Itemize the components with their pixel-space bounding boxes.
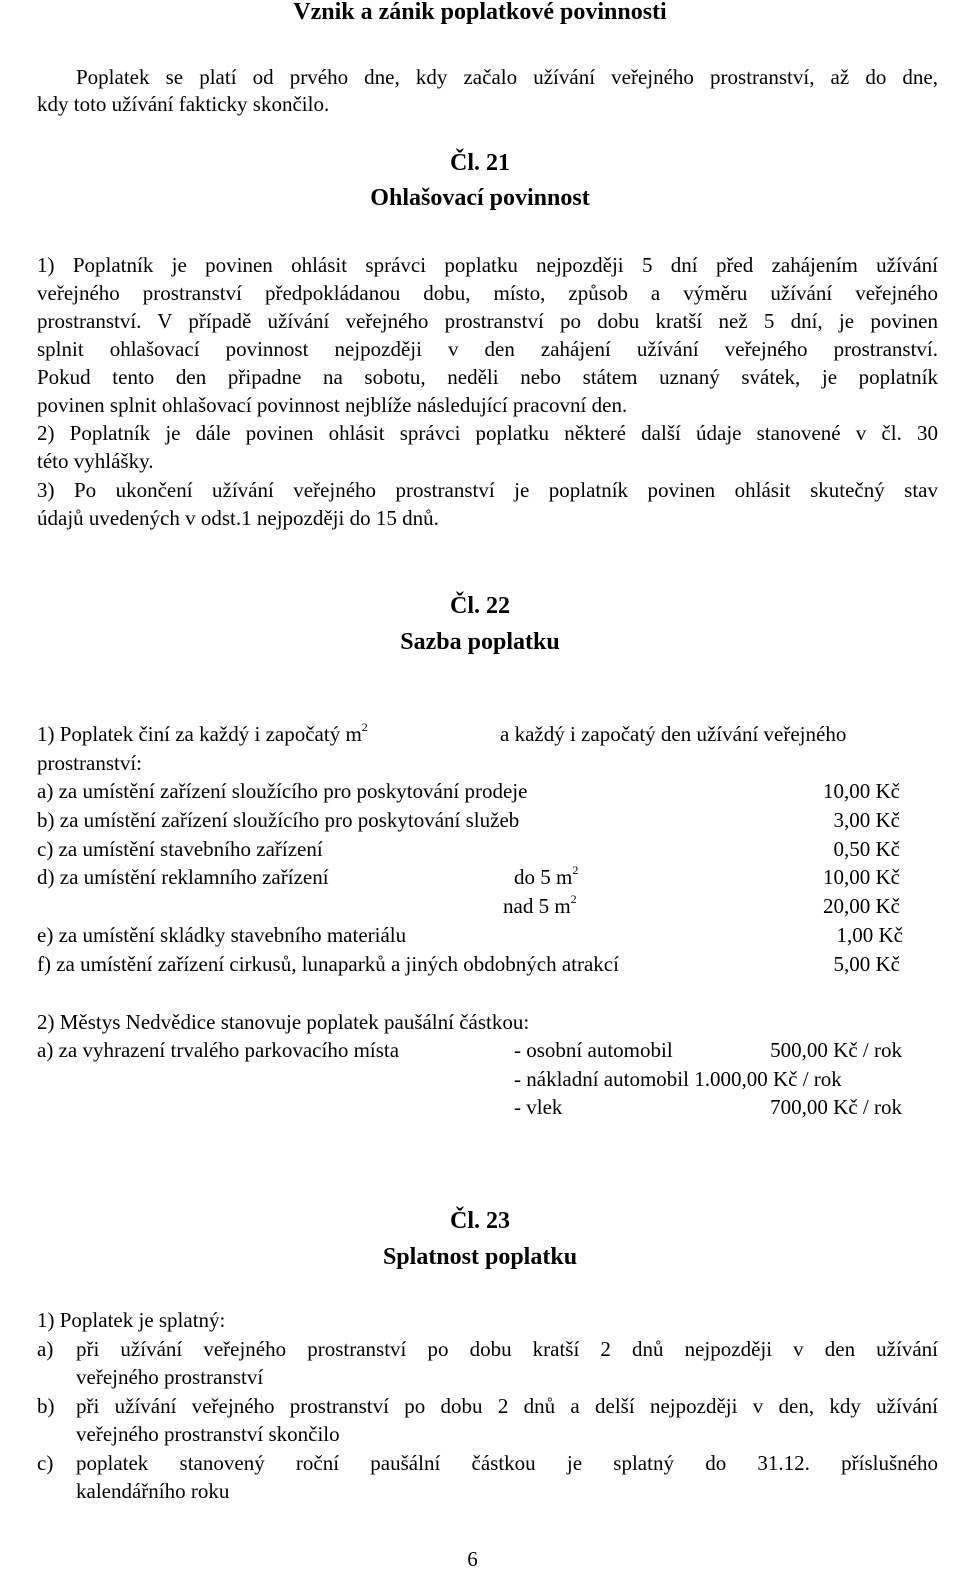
paragraph-line: Pokud tento den připadne na sobotu, neděli nebo státem uznaný svátek, je poplatník xyxy=(37,365,938,389)
parking-price: 500,00 Kč / rok xyxy=(770,1038,902,1062)
list-item-line: při užívání veřejného prostranství po dobu 2 dnů a delší nejpozději v den, kdy užívání xyxy=(76,1394,938,1418)
parking-type: - nákladní automobil 1.000,00 Kč / rok xyxy=(514,1067,842,1091)
paragraph-line: údajů uvedených v odst.1 nejpozději do 15 dnů. xyxy=(37,506,439,530)
article-title: Sazba poplatku xyxy=(400,629,560,655)
paragraph-line: veřejného prostranství předpokládanou dobu, místo, způsob a výměru užívání veřejného xyxy=(37,281,938,305)
article-title: Splatnost poplatku xyxy=(382,1244,578,1270)
rate-label: a) za umístění zařízení sloužícího pro poskytování prodeje xyxy=(37,779,528,803)
rate-price: 20,00 Kč xyxy=(823,894,900,918)
rate-condition xyxy=(514,863,578,891)
rate-label: c) za umístění stavebního zařízení xyxy=(37,837,323,861)
parking-price: 700,00 Kč / rok xyxy=(770,1095,902,1119)
paragraph-line xyxy=(37,720,368,748)
paragraph-line: kdy toto užívání fakticky skončilo. xyxy=(37,92,330,116)
list-item-line: veřejného prostranství skončilo xyxy=(76,1422,340,1446)
rate-condition-text: nad 5 m xyxy=(503,894,571,918)
parking-label: a) za vyhrazení trvalého parkovacího místa xyxy=(37,1038,400,1062)
paragraph-line: a každý i započatý den užívání veřejného xyxy=(500,722,847,746)
paragraph-line: 2) Poplatník je dále povinen ohlásit správci poplatku některé další údaje stanovené v čl. 30 xyxy=(37,421,938,445)
rate-label: f) za umístění zařízení cirkusů, lunaparků a jiných obdobných atrakcí xyxy=(37,952,619,976)
paragraph-line: prostranství. V případě užívání veřejného prostranství po dobu kratší než 5 dní, je povinen xyxy=(37,309,938,333)
list-item-line: poplatek stanovený roční paušální částkou je splatný do 31.12. příslušného xyxy=(76,1451,938,1475)
paragraph-line: povinen splnit ohlašovací povinnost nejblíže následující pracovní den. xyxy=(37,393,628,417)
list-item-line: veřejného prostranství xyxy=(76,1365,264,1389)
rate-intro-text: 1) Poplatek činí za každý i započatý m xyxy=(37,722,362,746)
rate-price: 5,00 Kč xyxy=(833,952,900,976)
paragraph-line: Poplatek se platí od prvého dne, kdy začalo užívání veřejného prostranství, až do dne, xyxy=(76,65,938,89)
superscript: 2 xyxy=(570,892,577,906)
parking-type: - vlek xyxy=(514,1095,563,1119)
paragraph-line: této vyhlášky. xyxy=(37,449,154,473)
rate-label: d) za umístění reklamního zařízení xyxy=(37,865,329,889)
paragraph-line: 2) Městys Nedvědice stanovuje poplatek paušální částkou: xyxy=(37,1010,530,1034)
list-item-line: kalendářního roku xyxy=(76,1479,230,1503)
section-title-vznik: Vznik a zánik poplatkové povinnosti xyxy=(293,0,667,25)
rate-price: 3,00 Kč xyxy=(833,808,900,832)
list-item-line: při užívání veřejného prostranství po dobu kratší 2 dnů nejpozději v den užívání xyxy=(76,1337,938,1361)
rate-condition xyxy=(503,892,577,920)
article-title: Ohlašovací povinnost xyxy=(370,185,590,211)
rate-price: 1,00 Kč xyxy=(836,923,903,947)
rate-price: 10,00 Kč xyxy=(823,779,900,803)
rate-label: e) za umístění skládky stavebního materiálu xyxy=(37,923,407,947)
superscript: 2 xyxy=(361,720,368,734)
list-marker: b) xyxy=(37,1394,55,1418)
list-marker: a) xyxy=(37,1337,54,1361)
article-number: Čl. 22 xyxy=(450,593,510,619)
rate-label: b) za umístění zařízení sloužícího pro poskytování služeb xyxy=(37,808,520,832)
parking-type: - osobní automobil xyxy=(514,1038,673,1062)
article-number: Čl. 23 xyxy=(450,1208,510,1234)
list-marker: c) xyxy=(37,1451,54,1475)
rate-price: 10,00 Kč xyxy=(823,865,900,889)
paragraph-line: 3) Po ukončení užívání veřejného prostranství je poplatník povinen ohlásit skutečný stav xyxy=(37,478,938,502)
superscript: 2 xyxy=(572,863,579,877)
paragraph-line: splnit ohlašovací povinnost nejpozději v den zahájení užívání veřejného prostranství. xyxy=(37,337,938,361)
article-number: Čl. 21 xyxy=(450,150,510,176)
paragraph-line: 1) Poplatník je povinen ohlásit správci poplatku nejpozději 5 dní před zahájením užívání xyxy=(37,253,938,277)
rate-condition-text: do 5 m xyxy=(514,865,573,889)
paragraph-line: prostranství: xyxy=(37,751,142,775)
rate-price: 0,50 Kč xyxy=(833,837,900,861)
page-number: 6 xyxy=(467,1547,478,1571)
paragraph-line: 1) Poplatek je splatný: xyxy=(37,1308,226,1332)
